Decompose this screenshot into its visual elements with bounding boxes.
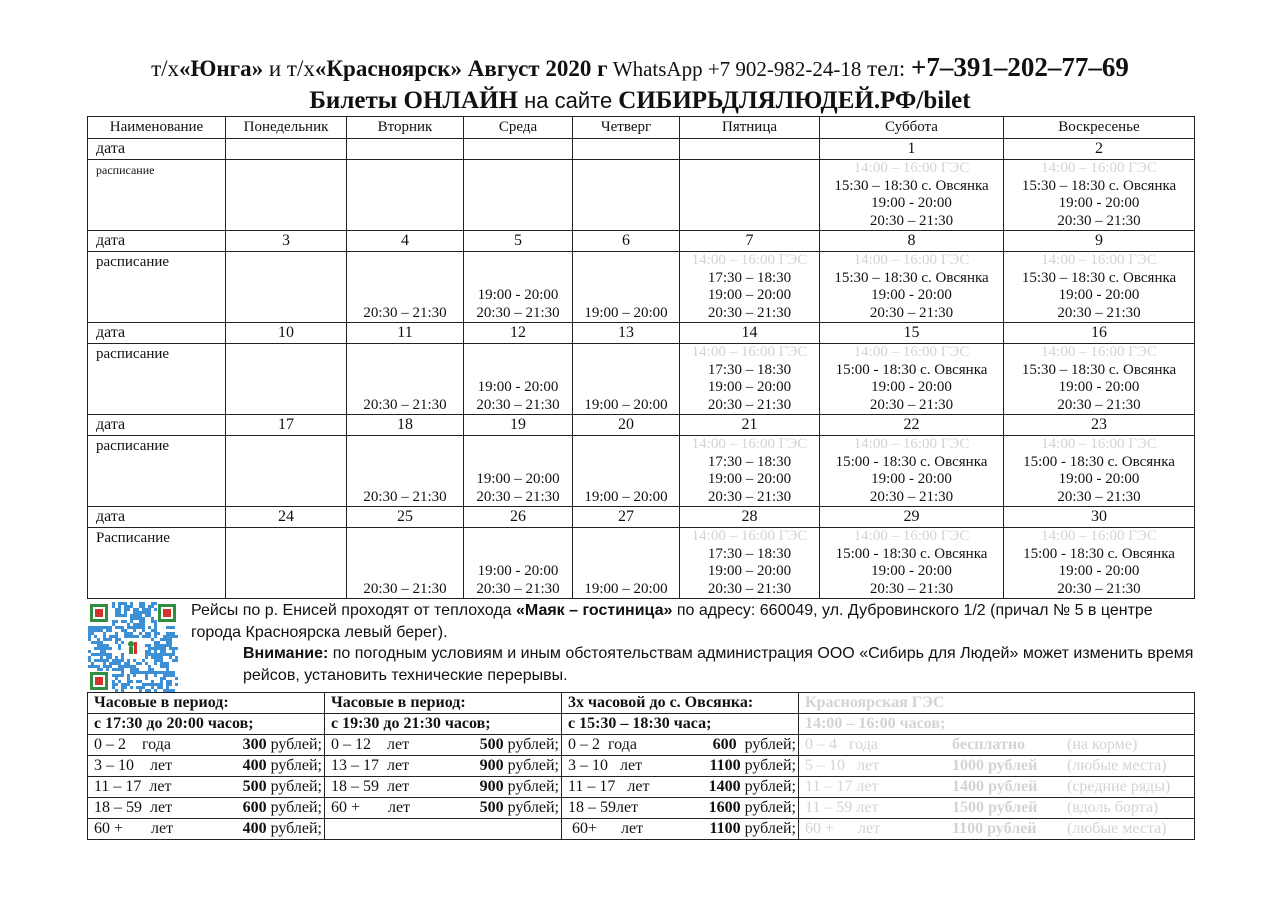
price-header: с 19:30 до 21:30 часов; (325, 714, 562, 735)
price-row (562, 735, 799, 756)
schedule-row-label: расписание (88, 252, 226, 323)
time-slot: 15:30 – 18:30 с. Овсянка (1021, 177, 1177, 194)
price-row (88, 777, 325, 798)
schedule-cell (1004, 528, 1195, 599)
date-cell: 12 (464, 323, 573, 344)
price-unit: рублей; (740, 757, 796, 774)
date-cell: 10 (226, 323, 347, 344)
price-unit: (любые места) (1067, 820, 1167, 837)
price-header: Часовые в период: (325, 693, 562, 714)
price-value: 400 (242, 757, 267, 774)
schedule-cell (680, 160, 820, 231)
price-header: с 17:30 до 20:00 часов; (88, 714, 325, 735)
time-slot: 20:30 – 21:30 (1057, 580, 1141, 597)
empty-price-cell (325, 819, 562, 840)
time-slot: 15:30 – 18:30 с. Овсянка (834, 269, 989, 286)
price-header: 3х часовой до с. Овсянка: (562, 693, 799, 714)
schedule-cell (573, 344, 680, 415)
date-cell: 18 (347, 415, 464, 436)
date-cell: 14 (680, 323, 820, 344)
date-cell: 26 (464, 507, 573, 528)
schedule-cell (573, 160, 680, 231)
date-cell: 13 (573, 323, 680, 344)
schedule-cell (820, 252, 1004, 323)
price-row (88, 756, 325, 777)
date-cell: 17 (226, 415, 347, 436)
date-cell: 5 (464, 231, 573, 252)
time-slot: 19:00 - 20:00 (1058, 471, 1140, 487)
schedule-cell (347, 528, 464, 599)
time-slot: 20:30 – 21:30 (1057, 304, 1141, 321)
price-row (562, 756, 799, 777)
schedule-cell (226, 160, 347, 231)
time-slot: 20:30 – 21:30 (1057, 488, 1141, 505)
month-label: Август 2020 г (462, 56, 608, 81)
date-cell: 22 (820, 415, 1004, 436)
time-slot: 15:30 – 18:30 с. Овсянка (1021, 361, 1177, 378)
time-slot: 19:00 – 20:00 (707, 287, 792, 303)
schedule-row-label: расписание (88, 344, 226, 415)
time-slot: 20:30 – 21:30 (707, 488, 792, 505)
date-cell: 27 (573, 507, 680, 528)
date-cell: 9 (1004, 231, 1195, 252)
time-slot: 14:00 – 16:00 ГЭС (853, 160, 970, 176)
price-unit: (на корме) (1067, 736, 1138, 753)
date-cell: 20 (573, 415, 680, 436)
price-value: 400 (242, 820, 267, 837)
time-slot: 20:30 – 21:30 (476, 396, 560, 413)
schedule-cell (1004, 436, 1195, 507)
price-value: 1000 рублей (952, 757, 1038, 774)
time-slot: 14:00 – 16:00 ГЭС (853, 436, 970, 452)
price-unit: рублей; (266, 757, 322, 774)
date-cell: 11 (347, 323, 464, 344)
time-slot: 19:00 - 20:00 (477, 563, 559, 579)
online-site-text: на сайте (517, 88, 619, 113)
time-slot: 19:00 – 20:00 (584, 396, 668, 413)
date-cell (347, 139, 464, 160)
time-slot: 19:00 - 20:00 (1058, 195, 1140, 211)
time-slot: 14:00 – 16:00 ГЭС (853, 344, 970, 360)
schedule-table (87, 116, 1195, 599)
date-cell: 2 (1004, 139, 1195, 160)
date-row-label: дата (88, 323, 226, 344)
price-value: 1100 (709, 820, 741, 837)
price-unit: (любые места) (1067, 757, 1167, 774)
info-block (191, 600, 1196, 686)
schedule-cell (347, 436, 464, 507)
date-cell: 24 (226, 507, 347, 528)
price-header: 14:00 – 16:00 часов; (799, 714, 1195, 735)
price-row (799, 819, 1195, 840)
time-slot: 14:00 – 16:00 ГЭС (1041, 528, 1157, 544)
qr-code-icon[interactable] (88, 602, 178, 692)
time-slot: 19:00 – 20:00 (584, 580, 668, 597)
price-row (325, 756, 562, 777)
whatsapp-number[interactable]: WhatsApp +7 902-982-24-18 (607, 57, 862, 81)
schedule-cell (680, 344, 820, 415)
schedule-cell (1004, 160, 1195, 231)
date-cell: 16 (1004, 323, 1195, 344)
date-cell: 15 (820, 323, 1004, 344)
time-slot: 20:30 – 21:30 (1057, 396, 1141, 413)
schedule-cell (226, 252, 347, 323)
schedule-cell (820, 436, 1004, 507)
price-unit: (средние ряды) (1067, 778, 1171, 795)
price-value: 300 (242, 736, 267, 753)
schedule-cell (1004, 252, 1195, 323)
schedule-cell (347, 344, 464, 415)
date-cell: 30 (1004, 507, 1195, 528)
time-slot: 15:30 – 18:30 с. Овсянка (1021, 269, 1177, 286)
price-row (88, 819, 325, 840)
time-slot: 20:30 – 21:30 (363, 580, 447, 597)
time-slot: 19:00 - 20:00 (477, 287, 559, 303)
price-value: 1500 рублей (952, 799, 1038, 816)
age-range: 3 – 10 лет (568, 757, 643, 774)
price-value: 1400 (708, 778, 741, 795)
time-slot: 17:30 – 18:30 (707, 453, 792, 470)
age-range: 0 – 12 лет (331, 736, 410, 753)
price-header: с 15:30 – 18:30 часа; (562, 714, 799, 735)
price-header: Красноярская ГЭС (799, 693, 1195, 714)
schedule-cell (347, 252, 464, 323)
time-slot: 14:00 – 16:00 ГЭС (1041, 160, 1157, 176)
price-unit: рублей; (740, 778, 796, 795)
time-slot: 19:00 – 20:00 (476, 471, 560, 487)
price-row (562, 798, 799, 819)
schedule-cell (464, 344, 573, 415)
time-slot: 19:00 - 20:00 (1058, 287, 1140, 303)
price-value: 500 (242, 778, 267, 795)
schedule-cell (573, 252, 680, 323)
header-cell: Среда (464, 117, 573, 139)
price-unit: рублей; (503, 757, 559, 774)
time-slot: 19:00 - 20:00 (871, 379, 952, 395)
header-cell: Суббота (820, 117, 1004, 139)
date-cell (573, 139, 680, 160)
boat2-name: «Красноярск» (314, 56, 463, 81)
schedule-cell (680, 252, 820, 323)
time-slot: 17:30 – 18:30 (707, 361, 792, 378)
price-value: 500 (479, 736, 504, 753)
age-range: 60 + лет (94, 820, 174, 837)
time-slot: 19:00 – 20:00 (584, 304, 668, 321)
price-row (325, 777, 562, 798)
price-value: 500 (479, 799, 504, 816)
price-row (88, 798, 325, 819)
header-cell: Понедельник (226, 117, 347, 139)
time-slot: 20:30 – 21:30 (869, 212, 954, 229)
time-slot: 20:30 – 21:30 (363, 488, 447, 505)
time-slot: 19:00 - 20:00 (477, 379, 559, 395)
time-slot: 19:00 - 20:00 (871, 471, 952, 487)
time-slot: 20:30 – 21:30 (363, 396, 447, 413)
time-slot: 19:00 - 20:00 (1058, 563, 1140, 579)
time-slot: 20:30 – 21:30 (363, 304, 447, 321)
title-conj: и т/х (263, 56, 315, 81)
schedule-cell (464, 528, 573, 599)
phone-number[interactable]: +7–391–202–77–69 (911, 52, 1129, 82)
price-unit: рублей; (740, 799, 796, 816)
date-cell (680, 139, 820, 160)
price-row (799, 756, 1195, 777)
price-unit: рублей; (266, 736, 322, 753)
price-row (562, 819, 799, 840)
price-row (562, 777, 799, 798)
price-value: 900 (479, 757, 504, 774)
age-range: 5 – 10 лет (805, 757, 880, 774)
time-slot: 15:00 - 18:30 с. Овсянка (1023, 545, 1175, 562)
site-link[interactable]: СИБИРЬДЛЯЛЮДЕЙ.РФ/bilet (618, 87, 971, 114)
warning-label: Внимание: (243, 645, 329, 662)
schedule-cell (464, 160, 573, 231)
age-range: 11 – 17 лет (805, 778, 879, 795)
time-slot: 14:00 – 16:00 ГЭС (691, 252, 808, 268)
header-cell: Воскресенье (1004, 117, 1195, 139)
price-value: 1600 (708, 799, 741, 816)
warning-info: Внимание: по погодным условиям и иным обстоятельствам администрация ООО «Сибирь для Людей» может изменить время рейсов, установить технические перерывы. (243, 645, 1194, 684)
time-slot: 15:00 - 18:30 с. Овсянка (835, 453, 988, 470)
price-value: 1400 рублей (952, 778, 1038, 795)
age-range: 18 – 59 лет (94, 799, 173, 816)
price-value: 600 (712, 736, 737, 753)
online-line (0, 86, 1280, 116)
price-value: бесплатно (952, 736, 1026, 753)
price-unit: рублей; (736, 736, 796, 753)
schedule-cell (226, 436, 347, 507)
date-row-label: дата (88, 415, 226, 436)
time-slot: 15:00 - 18:30 с. Овсянка (835, 545, 988, 562)
schedule-cell (680, 528, 820, 599)
price-value: 600 (242, 799, 267, 816)
date-cell: 6 (573, 231, 680, 252)
date-cell: 3 (226, 231, 347, 252)
time-slot: 19:00 – 20:00 (707, 471, 792, 487)
price-unit: (вдоль борта) (1067, 799, 1159, 816)
time-slot: 20:30 – 21:30 (476, 580, 560, 597)
price-header: Часовые в период: (88, 693, 325, 714)
schedule-cell (347, 160, 464, 231)
price-value: 900 (479, 778, 504, 795)
time-slot: 19:00 – 20:00 (584, 488, 668, 505)
boat1-name: «Юнга» (179, 56, 264, 81)
time-slot: 20:30 – 21:30 (707, 304, 792, 321)
age-range: 11 – 59 лет (805, 799, 879, 816)
price-row (325, 798, 562, 819)
price-row (325, 735, 562, 756)
price-row (799, 777, 1195, 798)
time-slot: 20:30 – 21:30 (707, 396, 792, 413)
schedule-cell (680, 436, 820, 507)
time-slot: 14:00 – 16:00 ГЭС (1041, 344, 1157, 360)
age-range: 0 – 4 года (805, 736, 878, 753)
time-slot: 15:00 - 18:30 с. Овсянка (1023, 453, 1175, 470)
date-cell: 19 (464, 415, 573, 436)
time-slot: 14:00 – 16:00 ГЭС (691, 528, 808, 544)
schedule-row-label: расписание (88, 160, 226, 231)
schedule-row-label: расписание (88, 436, 226, 507)
header-cell: Наименование (88, 117, 226, 139)
time-slot: 19:00 - 20:00 (1058, 379, 1140, 395)
price-row (799, 735, 1195, 756)
time-slot: 20:30 – 21:30 (869, 488, 954, 505)
schedule-cell (820, 528, 1004, 599)
schedule-cell (464, 252, 573, 323)
time-slot: 15:00 - 18:30 с. Овсянка (835, 361, 988, 378)
price-unit: рублей; (266, 799, 322, 816)
time-slot: 20:30 – 21:30 (707, 580, 792, 597)
time-slot: 14:00 – 16:00 ГЭС (853, 528, 970, 544)
tel-label: тел: (861, 56, 912, 81)
time-slot: 17:30 – 18:30 (707, 269, 792, 286)
time-slot: 14:00 – 16:00 ГЭС (853, 252, 970, 268)
date-cell: 21 (680, 415, 820, 436)
price-unit: рублей; (266, 820, 322, 837)
price-unit: рублей; (503, 736, 559, 753)
date-cell (464, 139, 573, 160)
time-slot: 17:30 – 18:30 (707, 545, 792, 562)
age-range: 18 – 59 лет (331, 778, 410, 795)
date-cell: 23 (1004, 415, 1195, 436)
schedule-cell (464, 436, 573, 507)
price-unit: рублей; (266, 778, 322, 795)
age-range: 18 – 59лет (568, 799, 639, 816)
schedule-cell (573, 528, 680, 599)
age-range: 0 – 2 года (568, 736, 637, 753)
date-cell: 8 (820, 231, 1004, 252)
header-cell: Пятница (680, 117, 820, 139)
date-cell: 28 (680, 507, 820, 528)
time-slot: 19:00 - 20:00 (871, 287, 952, 303)
time-slot: 19:00 - 20:00 (871, 563, 952, 579)
date-row-label: дата (88, 139, 226, 160)
date-row-label: дата (88, 231, 226, 252)
date-row-label: дата (88, 507, 226, 528)
age-range: 3 – 10 лет (94, 757, 173, 774)
time-slot: 15:30 – 18:30 с. Овсянка (834, 177, 989, 194)
date-cell: 25 (347, 507, 464, 528)
price-row (799, 798, 1195, 819)
price-row (88, 735, 325, 756)
age-range: 11 – 17 лет (94, 778, 172, 795)
time-slot: 20:30 – 21:30 (869, 304, 954, 321)
schedule-cell (820, 344, 1004, 415)
time-slot: 20:30 – 21:30 (869, 580, 954, 597)
price-value: 1100 (709, 757, 741, 774)
schedule-cell (226, 344, 347, 415)
time-slot: 19:00 - 20:00 (871, 195, 952, 211)
age-range: 13 – 17 лет (331, 757, 410, 774)
price-unit: рублей; (503, 778, 559, 795)
time-slot: 14:00 – 16:00 ГЭС (691, 436, 808, 452)
time-slot: 20:30 – 21:30 (476, 488, 560, 505)
price-unit: рублей; (740, 820, 796, 837)
title-line (0, 52, 1280, 84)
pier-name: «Маяк – гостиница» (516, 602, 673, 619)
schedule-row-label: Расписание (88, 528, 226, 599)
age-range: 60 + лет (331, 799, 411, 816)
prices-table (87, 692, 1195, 840)
date-cell: 1 (820, 139, 1004, 160)
time-slot: 20:30 – 21:30 (869, 396, 954, 413)
online-tickets-label: Билеты ОНЛАЙН (309, 87, 518, 114)
schedule-cell (820, 160, 1004, 231)
title-prefix: т/х (151, 56, 180, 81)
header-cell: Вторник (347, 117, 464, 139)
time-slot: 19:00 – 20:00 (707, 563, 792, 579)
date-cell (226, 139, 347, 160)
age-range: 0 – 2 года (94, 736, 171, 753)
date-cell: 4 (347, 231, 464, 252)
time-slot: 14:00 – 16:00 ГЭС (1041, 436, 1157, 452)
time-slot: 14:00 – 16:00 ГЭС (691, 344, 808, 360)
date-cell: 7 (680, 231, 820, 252)
time-slot: 14:00 – 16:00 ГЭС (1041, 252, 1157, 268)
header-cell: Четверг (573, 117, 680, 139)
age-range: 60+ лет (568, 820, 644, 837)
time-slot: 20:30 – 21:30 (476, 304, 560, 321)
age-range: 60 + лет (805, 820, 881, 837)
time-slot: 19:00 – 20:00 (707, 379, 792, 395)
schedule-cell (573, 436, 680, 507)
schedule-cell (226, 528, 347, 599)
price-unit: рублей; (503, 799, 559, 816)
schedule-cell (1004, 344, 1195, 415)
price-value: 1100 рублей (952, 820, 1037, 837)
age-range: 11 – 17 лет (568, 778, 650, 795)
date-cell: 29 (820, 507, 1004, 528)
time-slot: 20:30 – 21:30 (1057, 212, 1141, 229)
pier-info: Рейсы по р. Енисей проходят от теплохода «Маяк – гостиница» по адресу: 660049, ул. Дубровинского 1/2 (причал № 5 в центре города Красноярска левый берег). (191, 602, 1153, 641)
